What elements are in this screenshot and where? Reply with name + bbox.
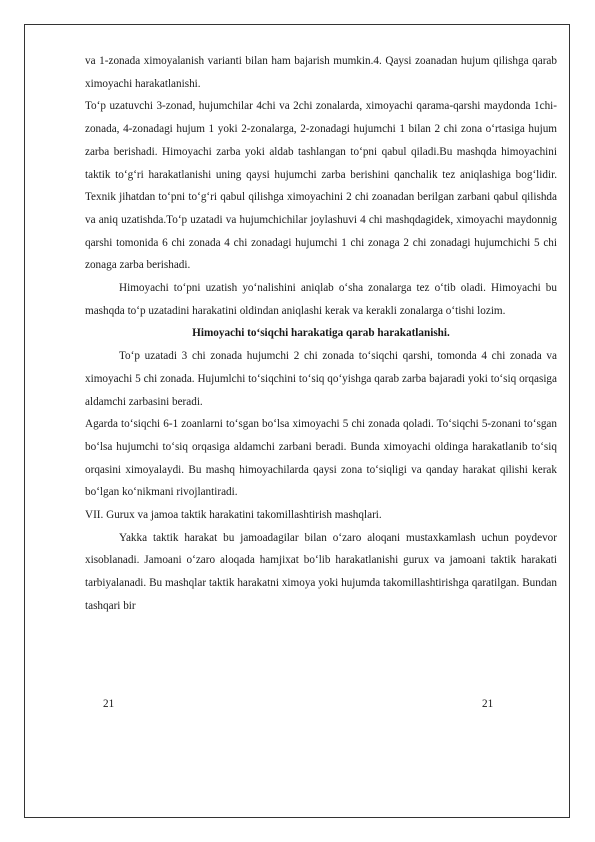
paragraph-1: va 1-zonada ximoyalanish varianti bilan ham bajarish mumkin.4. Qaysi zoanadan hujum qilishga qarab ximoyachi harakatlanishi. <box>85 55 557 90</box>
paragraph-4: To‘p uzatadi 3 chi zonada hujumchi 2 chi zonada to‘siqchi qarshi, tomonda 4 chi zonada va ximoyachi 5 chi zonada. Hujumlchi to‘siqchini to‘siq qo‘yishga qarab zarba bajaradi yoki to‘siq orqasiga aldamchi zarbasini beradi. <box>85 350 557 408</box>
paragraph-6: Yakka taktik harakat bu jamoadagilar bilan o‘zaro aloqani mustaxkamlash uchun poydevor xisoblanadi. Jamoani o‘zaro aloqada hamjixat bo‘lib harakatlanishi gurux va jamoani taktik harakati tarbiyalanadi. Bu mashqlar taktik harakatni ximoya yoki hujumda takomillashtirishga qaratilgan. Bundan tashqari bir <box>85 531 557 612</box>
section-heading: Himoyachi to‘siqchi harakatiga qarab harakatlanishi. <box>192 327 450 340</box>
page-number-right: 21 <box>482 698 494 710</box>
chapter-heading: VII. Gurux va jamoa taktik harakatini takomillashtirish mashqlari. <box>85 509 382 522</box>
paragraph-5: Agarda to‘siqchi 6-1 zoanlarni to‘sgan bo‘lsa ximoyachi 5 chi zonada qoladi. To‘siqchi 5-zonani to‘sgan bo‘lsa hujumchi to‘siq orqasiga aldamchi zarbani beradi. Bunda ximoyachi oldinga harakatlanib to‘siq orqasini ximoyalaydi. Bu mashq himoyachilarda qaysi zona to‘siqligi va qanday harakat qilishi kerak bo‘lgan ko‘nikmani rivojlantiradi. <box>85 418 557 499</box>
document-body <box>85 50 557 618</box>
paragraph-2: To‘p uzatuvchi 3-zonad, hujumchilar 4chi va 2chi zonalarda, ximoyachi qarama-qarshi maydonda 1chi-zonada, 4-zonadagi hujum 1 yoki 2-zonalarga, 2-zonadagi hujumchi 1 bilan 2 chi zona o‘rtasiga hujum zarba berishadi. Himoyachi zarba yoki aldab tashlangan to‘pni qabul qiladi.Bu mashqda himoyachini taktik to‘g‘ri harakatlanishi uning qaysi hujumchi zarba berishini qanchalik tez aniqlashiga bog‘lidir. Texnik jihatdan to‘pni to‘g‘ri qabul qilishga ximoyachini 2 chi zoanadan berilgan zarbani qabul qilishda va aniq uzatishda.To‘p uzatadi va hujumchichilar joylashuvi 4 chi mashqdagidek, ximoyachi maydonnig qarshi tomonida 6 chi zonada 4 chi zonadagi hujumchi 1 chi zonaga 2 chi zonadagi hujumchichi 5 chi zonaga zarba berishadi. <box>85 100 557 272</box>
paragraph-3: Himoyachi to‘pni uzatish yo‘nalishini aniqlab o‘sha zonalarga tez o‘tib oladi. Himoyachi bu mashqda to‘p uzatadini harakatini oldindan aniqlashi kerak va kerakli zonalarga o‘tishi lozim. <box>85 282 557 317</box>
page-number-left: 21 <box>103 698 115 710</box>
